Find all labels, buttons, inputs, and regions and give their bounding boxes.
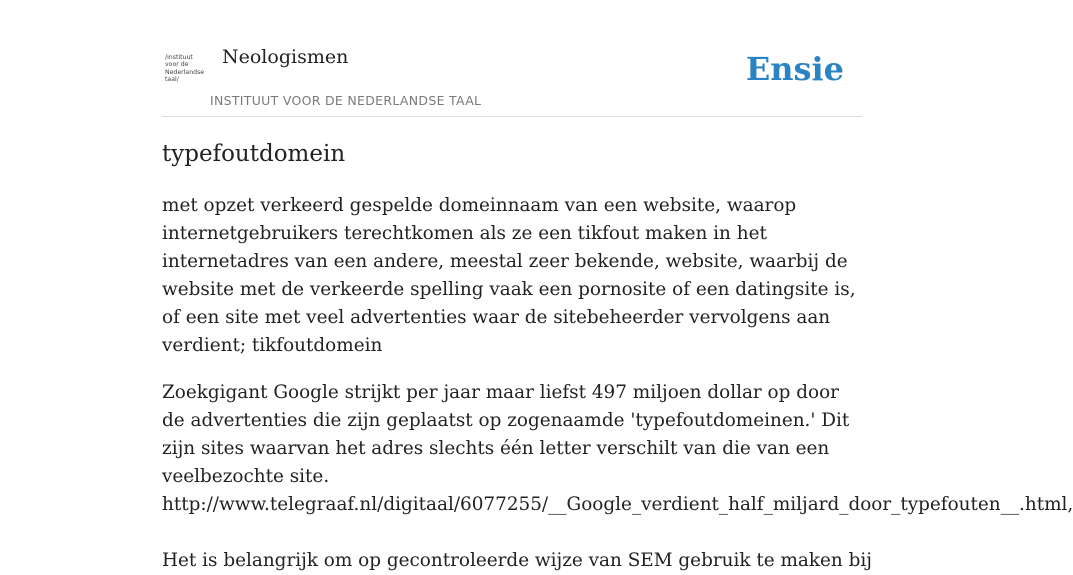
site-header (162, 40, 862, 117)
entry-content (162, 140, 1073, 575)
example-source-link: http://www.telegraaf.nl/digitaal/6077255/__Google_verdient_half_miljard_door_typefouten__.html, (162, 494, 1073, 515)
logo-line: /instituut (165, 54, 193, 61)
ensie-logo-link[interactable]: Ensie (745, 50, 844, 88)
institute-logo[interactable] (165, 54, 209, 90)
site-name: Neologismen (222, 46, 349, 68)
second-example-quote: Het is belangrijk om op gecontroleerde wijze van SEM gebruik te maken bij (162, 550, 872, 571)
entry-definition: met opzet verkeerd gespelde domeinnaam van een website, waarop internetgebruikers terechtkomen als ze een tikfout maken in het internetadres van een andere, meestal zeer bekende, website, waarbij de website met de verkeerde spelling vaak een pornosite of een datingsite is, of een site met veel advertenties waar de sitebeheerder vervolgens aan verdient; tikfoutdomein (162, 195, 856, 356)
logo-line: taal/ (165, 76, 179, 84)
logo-line: voor de (165, 61, 189, 69)
example-text: Zoekgigant Google strijkt per jaar maar liefst 497 miljoen dollar op door de advertenties die zijn geplaatst op zogenaamde 'typefoutdomeinen.' Dit zijn sites waarvan het adres slechts één letter verschilt van die van een veelbezochte site. (162, 382, 850, 487)
example-quote (162, 379, 1073, 519)
logo-line: Nederlandse (165, 68, 205, 76)
institute-name: INSTITUUT VOOR DE NEDERLANDSE TAAL (210, 93, 482, 108)
entry-title: typefoutdomein (162, 141, 346, 167)
